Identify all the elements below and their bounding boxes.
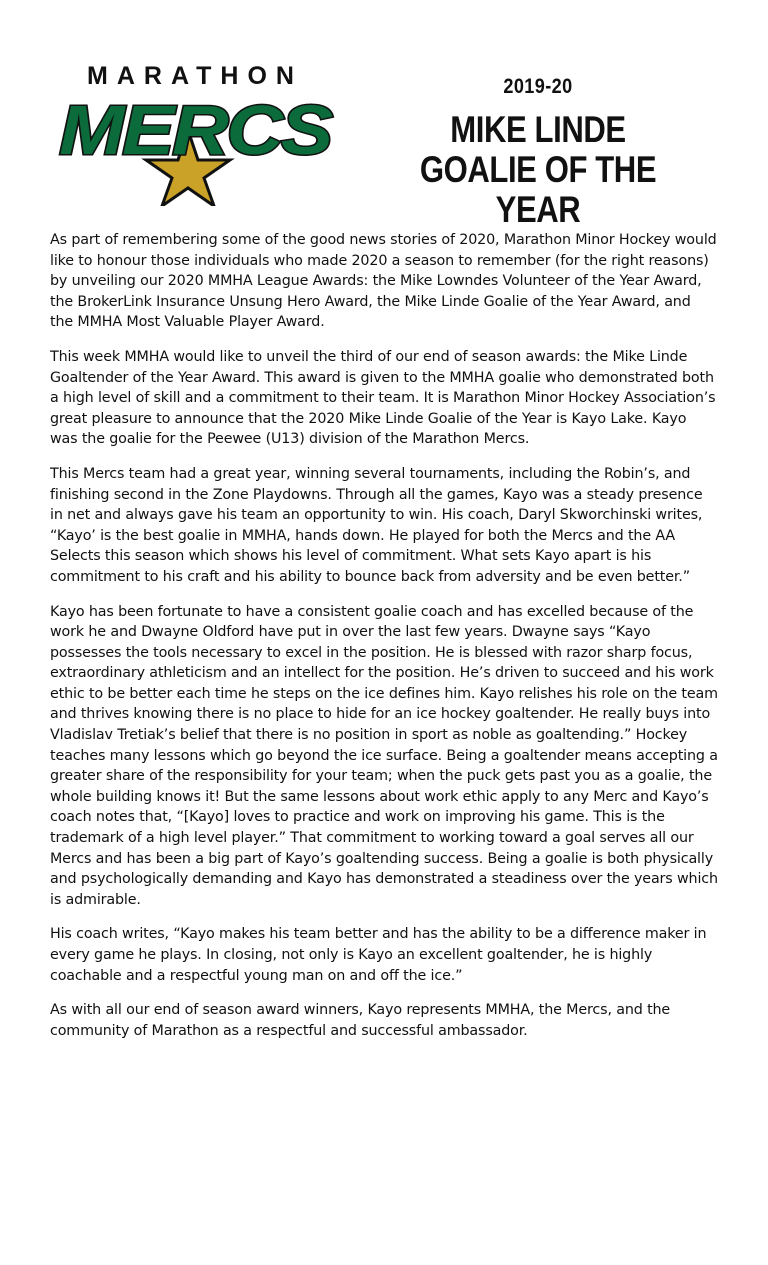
- logo-main-text: MERCS: [59, 90, 331, 170]
- article-body: [50, 230, 718, 1055]
- award-title-line-1: MIKE LINDE: [450, 109, 626, 150]
- marathon-mercs-logo: [52, 62, 338, 206]
- award-title-line-2: GOALIE OF THE YEAR: [419, 149, 657, 230]
- article-paragraph: As with all our end of season award winners, Kayo represents MMHA, the Mercs, and the community of Marathon as a respectful and successful ambassador.: [50, 1002, 671, 1039]
- article-paragraph: Kayo has been fortunate to have a consistent goalie coach and has excelled because of the work he and Dwayne Oldford have put in over the last few years. Dwayne says “Kayo possesses the tools necessary to excel in the position. He is blessed with razor sharp focus, extraordinary athleticism and an intellect for the position. He’s driven to succeed and his work ethic to be better each time he steps on the ice defines him. Kayo relishes his role on the team and thrives knowing there is no place to hide for an ice hockey goaltender. He really buys into Vladislav Tretiak’s belief that there is no position in sport as noble as goaltending.” Hockey teaches many lessons which go beyond the ice surface. Being a goaltender means accepting a greater share of the responsibility for your team; when the puck gets past you as a goalie, the whole building knows it! But the same lessons about work ethic apply to any Merc and Kayo’s coach notes that, “[Kayo] loves to practice and work on improving his game. This is the trademark of a high level player.” That commitment to working toward a goal serves all our Mercs and has been a big part of Kayo’s goaltending success. Being a goalie is both physically and psychologically demanding and Kayo has demonstrated a steadiness over the years which is admirable.: [50, 603, 718, 908]
- article-paragraph: This week MMHA would like to unveil the third of our end of season awards: the Mike Linde Goaltender of the Year Award. This award is given to the MMHA goalie who demonstrated both a high level of skill and a commitment to their team. It is Marathon Minor Hockey Association’s great pleasure to announce that the 2020 Mike Linde Goalie of the Year is Kayo Lake. Kayo was the goalie for the Peewee (U13) division of the Marathon Mercs.: [50, 348, 716, 448]
- article-paragraph: His coach writes, “Kayo makes his team better and has the ability to be a difference maker in every game he plays. In closing, not only is Kayo an excellent goaltender, he is highly coachable and a respectful young man on and off the ice.”: [50, 926, 707, 984]
- article-paragraph: As part of remembering some of the good news stories of 2020, Marathon Minor Hockey would like to honour those individuals who made 2020 a season to remember (for the right reasons) by unveiling our 2020 MMHA League Awards: the Mike Lowndes Volunteer of the Year Award, the BrokerLink Insurance Unsung Hero Award, the Mike Linde Goalie of the Year Award, and the MMHA Most Valuable Player Award.: [50, 232, 717, 331]
- logo-top-text: MARATHON: [87, 62, 303, 90]
- season-label: 2019-20: [503, 75, 573, 98]
- award-title-block: [380, 74, 696, 230]
- article-paragraph: This Mercs team had a great year, winning several tournaments, including the Robin’s, and finishing second in the Zone Playdowns. Through all the games, Kayo was a steady presence in net and always gave his team an opportunity to win. His coach, Daryl Skworchinski writes, “Kayo’ is the best goalie in MMHA, hands down. He played for both the Mercs and the AA Selects this season which shows his level of commitment. What sets Kayo apart is his commitment to his craft and his ability to bounce back from adversity and be even better.”: [50, 465, 703, 585]
